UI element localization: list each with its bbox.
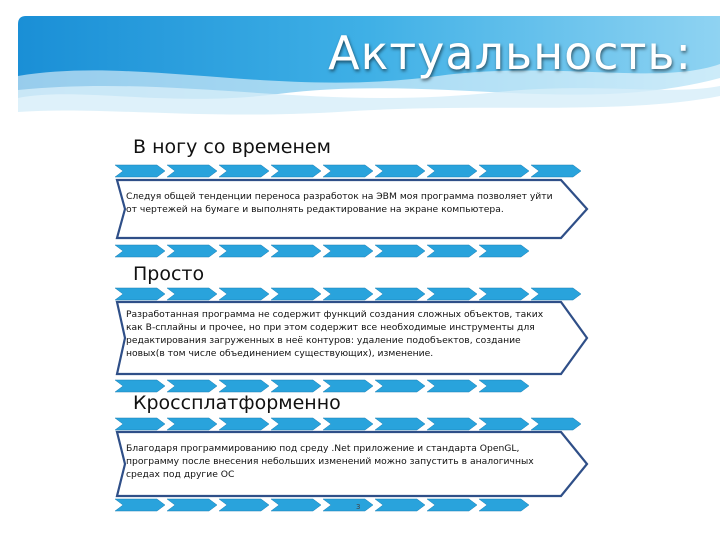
chevron-arrows-3b [115,497,585,513]
section-heading-2: Просто [133,263,205,285]
section-text-3: Благодаря программированию под среду .Net приложение и стандарта OpenGL, программу после внесения небольших изменений можно запустить в аналогичных средах под другие ОС [126,443,534,480]
chevron-arrows-1b [115,243,585,259]
section-text-2: Разработанная программа не содержит функций создания сложных объектов, таких как B-сплайны и прочее, но при этом содержит все необходимые инструменты для редактирования загруженных в неё контуров: удаление подобъектов, создание новых(в том числе объединением существующих), изменение. [126,309,544,359]
section-heading-1: В ногу со временем [133,136,331,158]
page-number: 3 [356,503,361,511]
slide-title: Актуальность: [328,26,692,80]
section-heading-3: Кроссплатформенно [133,392,341,414]
section-text-1: Следуя общей тенденции переноса разработок на ЭВМ моя программа позволяет уйти от чертежей на бумаге и выполнять редактирование на экране компьютера. [126,191,553,215]
